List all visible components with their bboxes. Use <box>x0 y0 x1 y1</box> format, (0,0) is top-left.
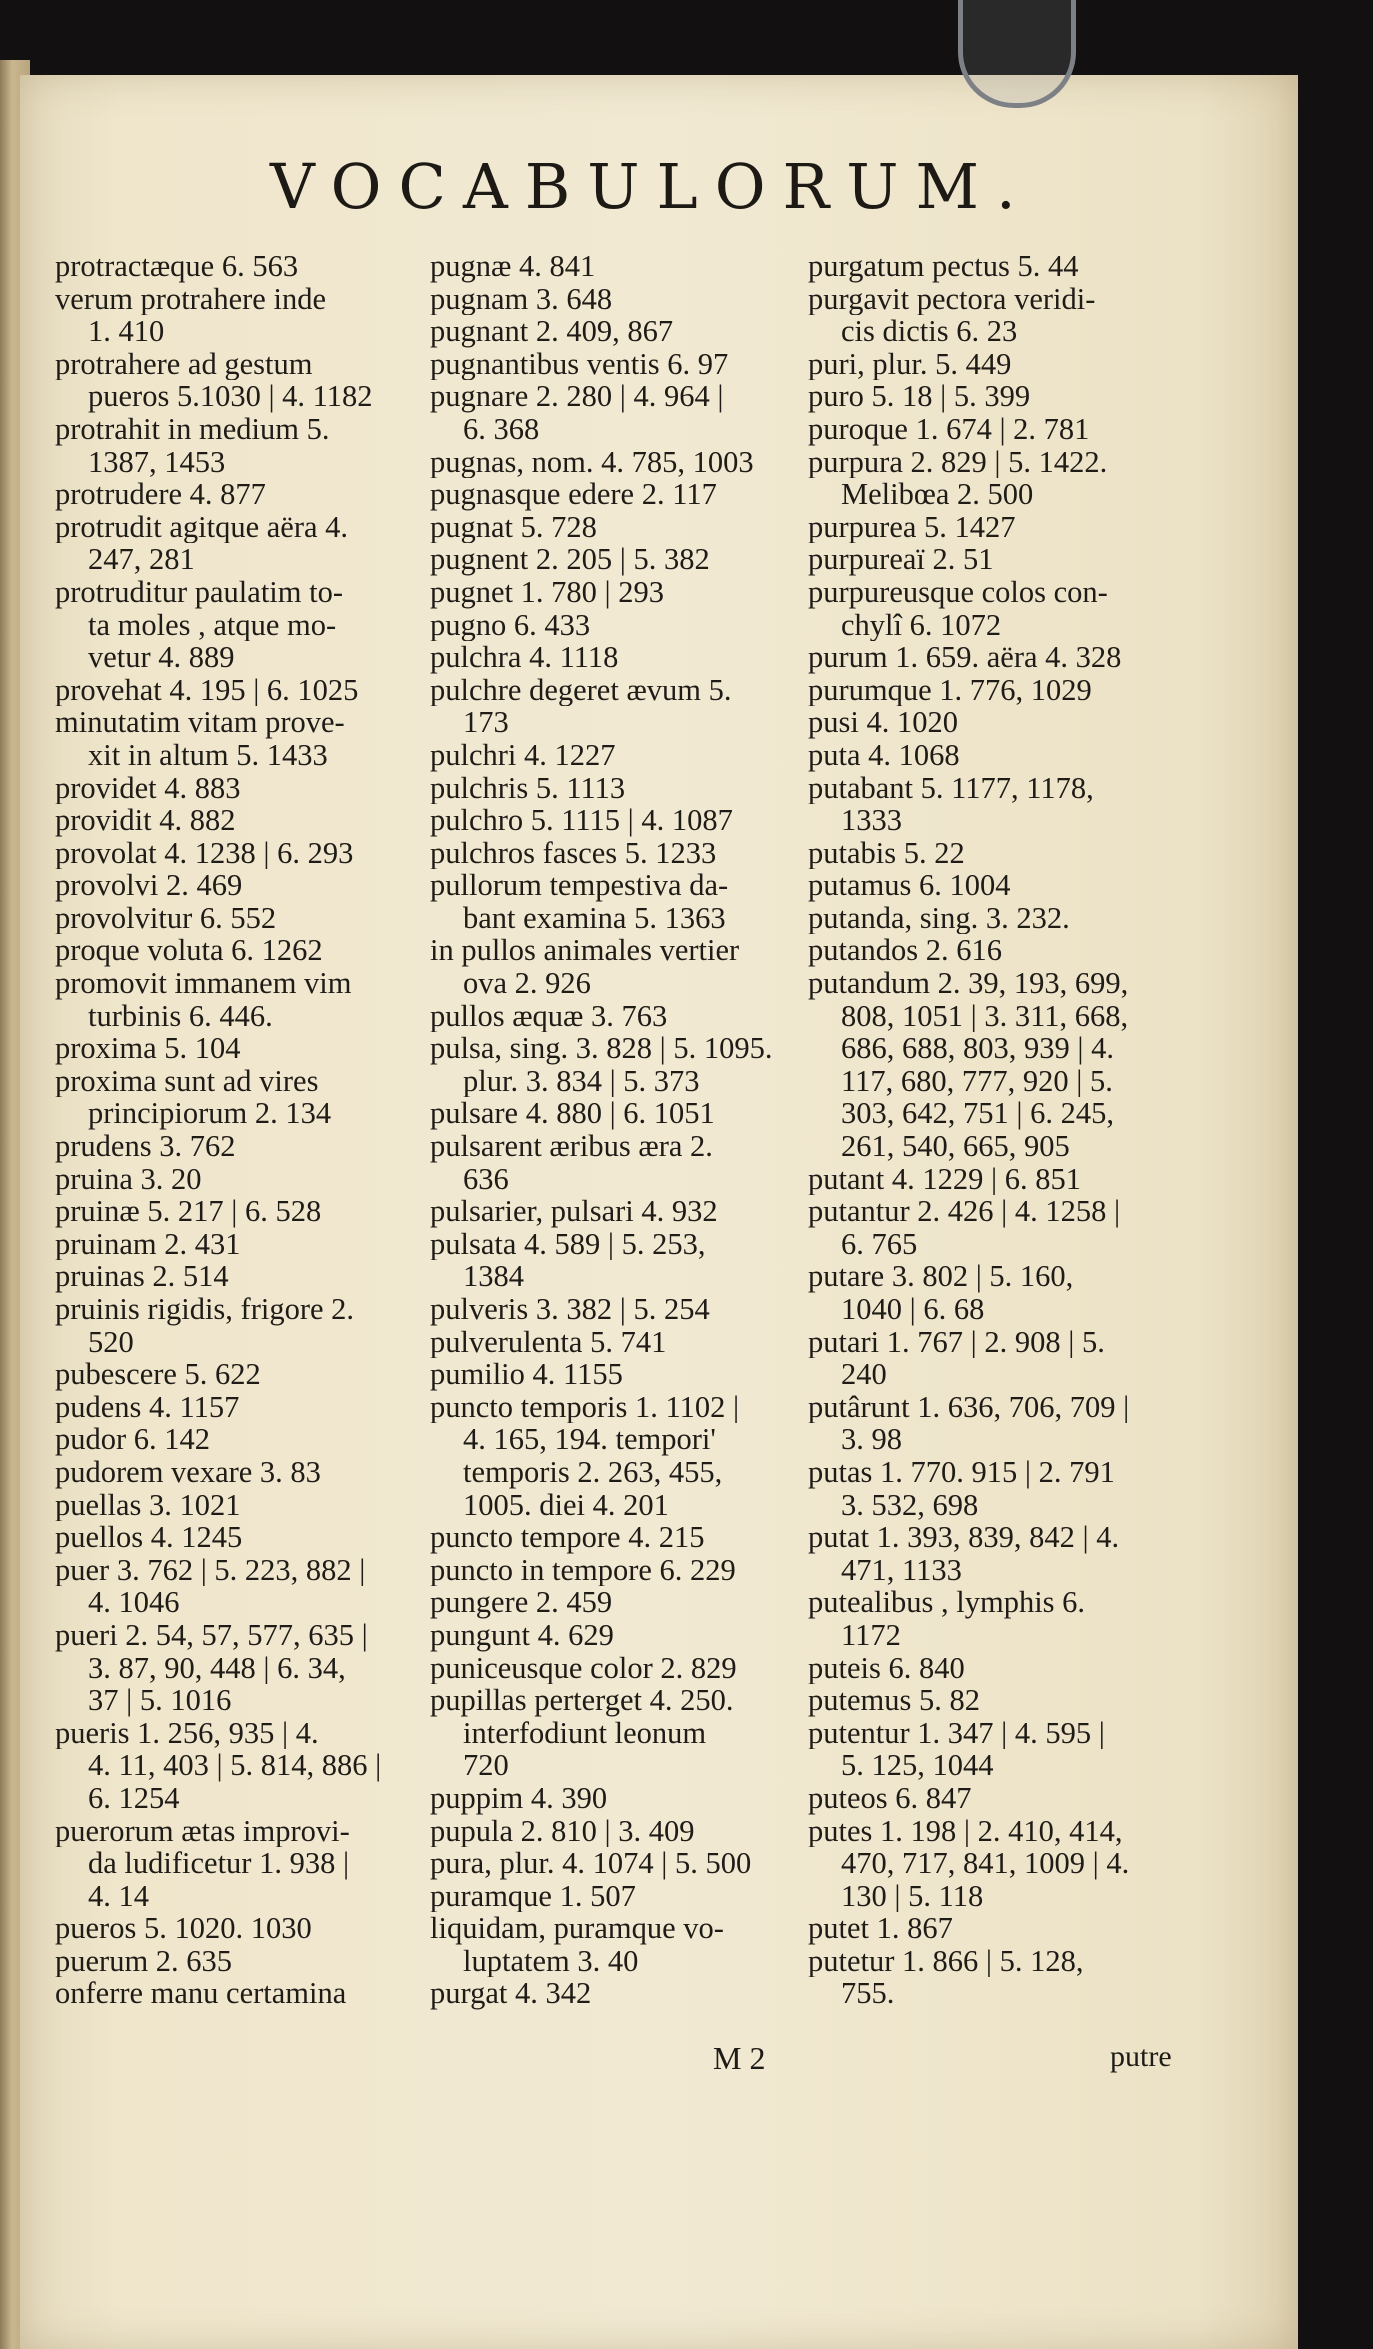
index-entry-continuation: interfodiunt leonum <box>463 1716 707 1750</box>
index-entry-continuation: chylî 6. 1072 <box>841 608 1002 642</box>
index-entry: protrahit in medium 5. <box>55 412 330 446</box>
index-entry-continuation: ta moles , atque mo- <box>88 608 337 642</box>
index-entry-continuation: 4. 14 <box>88 1879 149 1913</box>
index-entry: putantur 2. 426 | 4. 1258 | <box>808 1195 1121 1228</box>
index-entry: pruina 3. 20 <box>55 1162 202 1196</box>
index-entry: pulchros fasces 5. 1233 <box>430 836 717 870</box>
index-entry: pugnat 5. 728 <box>430 510 597 544</box>
index-entry-continuation: 4. 11, 403 | 5. 814, 886 | <box>88 1749 382 1782</box>
index-entry: pungunt 4. 629 <box>430 1618 614 1652</box>
index-entry: pugnæ 4. 841 <box>430 250 596 283</box>
index-entry-continuation: 4. 1046 <box>88 1586 180 1619</box>
index-entry: prudens 3. 762 <box>55 1130 236 1163</box>
index-entry: puppim 4. 390 <box>430 1781 608 1815</box>
index-entry-continuation: plur. 3. 834 | 5. 373 <box>463 1064 700 1098</box>
index-entry: pulsarent æribus æra 2. <box>430 1130 713 1163</box>
index-entry: pullorum tempestiva da- <box>430 869 729 902</box>
index-entry: protruditur paulatim to- <box>55 575 343 609</box>
index-entry: putealibus , lymphis 6. <box>808 1586 1086 1619</box>
index-entry-continuation: 37 | 5. 1016 <box>88 1684 232 1717</box>
index-entry: provolat 4. 1238 | 6. 293 <box>55 836 354 870</box>
index-entry: putabis 5. 22 <box>808 836 965 870</box>
index-entry-continuation: 1005. diei 4. 201 <box>463 1488 669 1522</box>
index-entry: pulchri 4. 1227 <box>430 738 616 772</box>
index-entry: putes 1. 198 | 2. 410, 414, <box>808 1814 1123 1848</box>
running-head: VOCABULORUM. <box>270 150 1033 223</box>
index-entry: pugno 6. 433 <box>430 608 591 642</box>
index-entry-continuation: 471, 1133 <box>841 1553 962 1587</box>
index-entry: proxima 5. 104 <box>55 1032 241 1065</box>
index-entry: puerorum ætas improvi- <box>55 1814 350 1848</box>
index-entry: puerum 2. 635 <box>55 1944 233 1978</box>
index-entry: putemus 5. 82 <box>808 1684 980 1717</box>
index-entry: pubescere 5. 622 <box>55 1358 261 1391</box>
index-entry: minutatim vitam prove- <box>55 706 345 739</box>
index-entry: pueri 2. 54, 57, 577, 635 | <box>55 1618 368 1652</box>
index-entry: onferre manu certamina <box>55 1977 347 2011</box>
index-entry: pugnant 2. 409, 867 <box>430 315 674 348</box>
index-entry: pulsare 4. 880 | 6. 1051 <box>430 1097 715 1131</box>
index-entry-continuation: pueros 5.1030 | 4. 1182 <box>88 380 373 413</box>
index-entry: puer 3. 762 | 5. 223, 882 | <box>55 1553 366 1587</box>
index-entry-continuation: 808, 1051 | 3. 311, 668, <box>841 999 1129 1033</box>
index-entry: pudens 4. 1157 <box>55 1390 240 1424</box>
index-entry: puncto temporis 1. 1102 | <box>430 1390 740 1424</box>
index-entry-continuation: 1172 <box>841 1618 901 1652</box>
index-entry: putet 1. 867 <box>808 1912 953 1945</box>
index-entry: puteos 6. 847 <box>808 1781 972 1815</box>
index-entry-continuation: 303, 642, 751 | 6. 245, <box>841 1097 1114 1131</box>
index-entry-continuation: 173 <box>463 706 509 739</box>
index-entry: pudorem vexare 3. 83 <box>55 1455 321 1489</box>
index-entry-continuation: 3. 87, 90, 448 | 6. 34, <box>88 1651 346 1685</box>
index-entry: protrudit agitque aëra 4. <box>55 510 349 544</box>
index-entry: pugnas, nom. 4. 785, 1003 <box>430 445 754 479</box>
index-entry: pueros 5. 1020. 1030 <box>55 1912 312 1945</box>
index-entry: proque voluta 6. 1262 <box>55 934 323 968</box>
index-entry-continuation: 470, 717, 841, 1009 | 4. <box>841 1847 1130 1880</box>
index-entry-continuation: 1. 410 <box>88 315 165 348</box>
index-entry: putare 3. 802 | 5. 160, <box>808 1260 1074 1293</box>
index-entry: purgat 4. 342 <box>430 1977 592 2011</box>
index-entry: pugnent 2. 205 | 5. 382 <box>430 543 710 576</box>
index-entry: providit 4. 882 <box>55 804 236 837</box>
index-entry: pura, plur. 4. 1074 | 5. 500 <box>430 1847 752 1880</box>
index-entry-continuation: 520 <box>88 1325 134 1359</box>
index-entry: purpureusque colos con- <box>808 575 1108 609</box>
index-entry-continuation: 6. 1254 <box>88 1781 180 1815</box>
index-entry: putârunt 1. 636, 706, 709 | <box>808 1390 1130 1424</box>
index-entry: putabant 5. 1177, 1178, <box>808 771 1094 805</box>
index-entry: pulsata 4. 589 | 5. 253, <box>430 1227 706 1261</box>
index-entry-continuation: temporis 2. 263, 455, <box>463 1455 723 1489</box>
index-entry-continuation: 720 <box>463 1749 509 1782</box>
index-entry: puncto in tempore 6. 229 <box>430 1553 736 1587</box>
index-entry-continuation: 3. 98 <box>841 1423 902 1456</box>
index-column-3 <box>808 250 1193 2010</box>
index-entry: putas 1. 770. 915 | 2. 791 <box>808 1455 1115 1489</box>
index-entry-continuation: 4. 165, 194. tempori' <box>463 1423 716 1456</box>
index-entry: purumque 1. 776, 1029 <box>808 673 1092 707</box>
index-entry: puellos 4. 1245 <box>55 1521 243 1554</box>
index-entry: pulverulenta 5. 741 <box>430 1325 667 1359</box>
index-entry: purpureaï 2. 51 <box>808 543 994 576</box>
index-entry: putetur 1. 866 | 5. 128, <box>808 1944 1084 1978</box>
index-entry: pugnantibus ventis 6. 97 <box>430 347 729 381</box>
index-entry: puta 4. 1068 <box>808 738 960 772</box>
index-entry: puri, plur. 5. 449 <box>808 347 1012 381</box>
index-entry: pulsa, sing. 3. 828 | 5. 1095. <box>430 1032 773 1065</box>
index-entry-continuation: xit in altum 5. 1433 <box>88 738 328 772</box>
index-entry: providet 4. 883 <box>55 771 241 805</box>
index-entry: in pullos animales vertier <box>430 934 740 968</box>
index-entry-continuation: 6. 765 <box>841 1227 918 1261</box>
index-entry: putat 1. 393, 839, 842 | 4. <box>808 1521 1120 1554</box>
index-entry: pruinæ 5. 217 | 6. 528 <box>55 1195 322 1228</box>
index-entry: putamus 6. 1004 <box>808 869 1011 902</box>
index-entry: pulchro 5. 1115 | 4. 1087 <box>430 804 733 837</box>
index-entry-continuation: turbinis 6. 446. <box>88 999 273 1033</box>
index-entry: pusi 4. 1020 <box>808 706 958 739</box>
index-entry: protrudere 4. 877 <box>55 478 266 511</box>
index-entry-continuation: 1384 <box>463 1260 524 1293</box>
index-entry: pumilio 4. 1155 <box>430 1358 623 1391</box>
index-entry: provolvi 2. 469 <box>55 869 243 902</box>
index-entry-continuation: 6. 368 <box>463 412 540 446</box>
index-entry-continuation: 261, 540, 665, 905 <box>841 1130 1070 1163</box>
index-entry: pugnasque edere 2. 117 <box>430 478 717 511</box>
index-entry: pullos æquæ 3. 763 <box>430 999 668 1033</box>
index-entry: purgatum pectus 5. 44 <box>808 250 1079 283</box>
index-entry: pupula 2. 810 | 3. 409 <box>430 1814 695 1848</box>
index-entry: puncto tempore 4. 215 <box>430 1521 705 1554</box>
index-entry: putant 4. 1229 | 6. 851 <box>808 1162 1081 1196</box>
index-entry-continuation: 117, 680, 777, 920 | 5. <box>841 1064 1113 1098</box>
index-entry: purgavit pectora veridi- <box>808 282 1096 316</box>
index-entry: pruinis rigidis, frigore 2. <box>55 1293 355 1326</box>
index-entry-continuation: 1333 <box>841 804 902 837</box>
signature-mark: M 2 <box>713 2040 766 2076</box>
index-entry-continuation: ova 2. 926 <box>463 967 591 1000</box>
index-entry: putanda, sing. 3. 232. <box>808 901 1070 935</box>
index-entry: pulchre degeret ævum 5. <box>430 673 732 707</box>
index-entry: puellas 3. 1021 <box>55 1488 241 1522</box>
index-entry: protractæque 6. 563 <box>55 250 299 283</box>
index-entry: puro 5. 18 | 5. 399 <box>808 380 1031 413</box>
index-column-1 <box>55 250 405 2010</box>
index-entry-continuation: 5. 125, 1044 <box>841 1749 994 1782</box>
index-entry-continuation: 3. 532, 698 <box>841 1488 979 1522</box>
index-column-2 <box>430 250 785 2010</box>
index-entry: pruinam 2. 431 <box>55 1227 241 1261</box>
index-entry: puroque 1. 674 | 2. 781 <box>808 412 1090 446</box>
index-entry-continuation: bant examina 5. 1363 <box>463 901 726 935</box>
index-entry-continuation: da ludificetur 1. 938 | <box>88 1847 350 1880</box>
index-entry: purpurea 5. 1427 <box>808 510 1016 544</box>
index-entry: pugnam 3. 648 <box>430 282 613 316</box>
index-entry: pulchra 4. 1118 <box>430 641 619 674</box>
index-entry: purum 1. 659. aëra 4. 328 <box>808 641 1122 674</box>
index-entry: pulchris 5. 1113 <box>430 771 626 805</box>
index-entry: purpura 2. 829 | 5. 1422. <box>808 445 1108 479</box>
index-entry: putandos 2. 616 <box>808 934 1003 968</box>
index-entry: pruinas 2. 514 <box>55 1260 229 1293</box>
catchword: putre <box>1110 2040 1172 2073</box>
index-entry: putari 1. 767 | 2. 908 | 5. <box>808 1325 1105 1359</box>
index-entry: pupillas perterget 4. 250. <box>430 1684 734 1717</box>
index-entry: liquidam, puramque vo- <box>430 1912 724 1945</box>
index-entry: provolvitur 6. 552 <box>55 901 277 935</box>
index-entry-continuation: 247, 281 <box>88 543 195 576</box>
index-entry-continuation: vetur 4. 889 <box>88 641 235 674</box>
index-entry: protrahere ad gestum <box>55 347 313 381</box>
index-entry-continuation: 1040 | 6. 68 <box>841 1293 985 1326</box>
index-entry: pulsarier, pulsari 4. 932 <box>430 1195 718 1228</box>
index-entry: pungere 2. 459 <box>430 1586 613 1619</box>
index-entry: pugnet 1. 780 | 293 <box>430 575 664 609</box>
index-entry-continuation: 636 <box>463 1162 509 1196</box>
index-entry-continuation: 240 <box>841 1358 887 1391</box>
index-entry: putandum 2. 39, 193, 699, <box>808 967 1129 1000</box>
index-entry: proxima sunt ad vires <box>55 1064 319 1098</box>
index-entry: pueris 1. 256, 935 | 4. <box>55 1716 319 1750</box>
index-entry-continuation: 686, 688, 803, 939 | 4. <box>841 1032 1114 1065</box>
index-entry: pulveris 3. 382 | 5. 254 <box>430 1293 710 1326</box>
index-entry-continuation: luptatem 3. 40 <box>463 1944 639 1978</box>
index-entry-continuation: 755. <box>841 1977 895 2011</box>
index-entry: puramque 1. 507 <box>430 1879 636 1913</box>
index-entry: puniceusque color 2. 829 <box>430 1651 737 1685</box>
index-entry: puteis 6. 840 <box>808 1651 965 1685</box>
page-clip <box>958 0 1076 108</box>
index-entry: verum protrahere inde <box>55 282 326 316</box>
index-entry-continuation: 1387, 1453 <box>88 445 226 479</box>
index-entry: putentur 1. 347 | 4. 595 | <box>808 1716 1105 1750</box>
index-entry: pudor 6. 142 <box>55 1423 211 1456</box>
index-entry-continuation: 130 | 5. 118 <box>841 1879 984 1913</box>
index-entry-continuation: cis dictis 6. 23 <box>841 315 1018 348</box>
index-entry-continuation: Melibœa 2. 500 <box>841 478 1034 511</box>
index-entry: pugnare 2. 280 | 4. 964 | <box>430 380 724 413</box>
index-entry-continuation: principiorum 2. 134 <box>88 1097 332 1131</box>
index-entry: promovit immanem vim <box>55 967 352 1000</box>
index-entry: provehat 4. 195 | 6. 1025 <box>55 673 359 707</box>
